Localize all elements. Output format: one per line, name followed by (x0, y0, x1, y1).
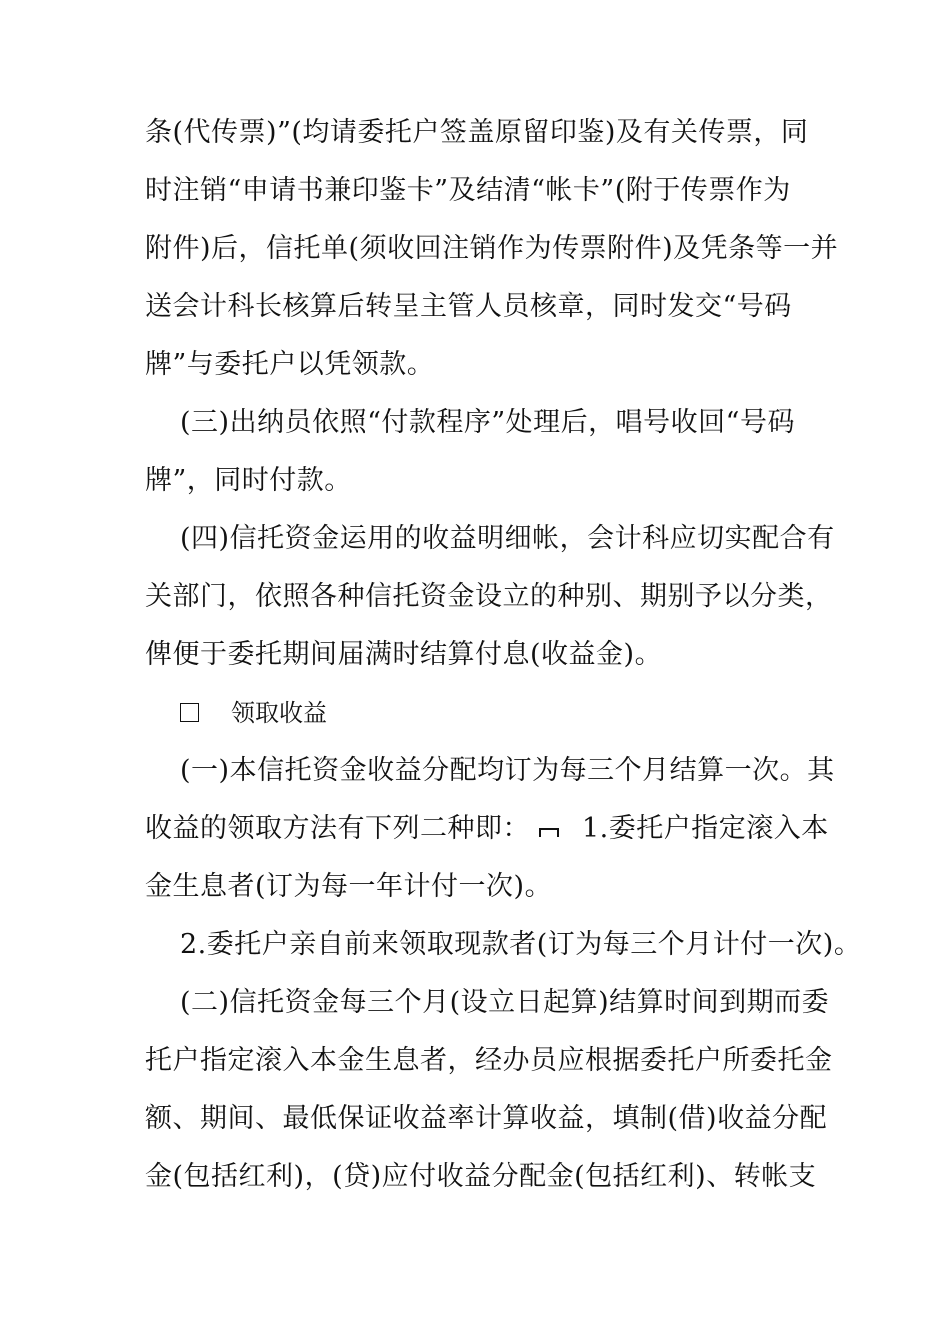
paragraph-line (145, 809, 829, 849)
paragraph-line: 关部门，依照各种信托资金设立的种别、期别予以分类， (145, 581, 833, 612)
paragraph-line: 附件)后，信托单(须收回注销作为传票附件)及凭条等一并 (145, 233, 839, 264)
paragraph-line: 时注销“申请书兼印鉴卡”及结清“帐卡”(附于传票作为 (145, 175, 791, 206)
section-heading (180, 693, 327, 733)
paragraph-line: 牌”与委托户以凭领款。 (145, 349, 435, 380)
section-heading-text: 领取收益 (231, 699, 327, 727)
paragraph-line: 金生息者(订为每一年计付一次)。 (145, 871, 553, 902)
paragraph-line: (二)信托资金每三个月(设立日起算)结算时间到期而委 (180, 987, 830, 1018)
paragraph-line: (三)出纳员依照“付款程序”处理后，唱号收回“号码 (180, 407, 795, 438)
bracket-mark-icon (538, 825, 560, 839)
paragraph-line: (一)本信托资金收益分配均订为每三个月结算一次。其 (180, 755, 835, 786)
paragraph-line: 额、期间、最低保证收益率计算收益，填制(借)收益分配 (145, 1103, 828, 1134)
paragraph-line: 托户指定滚入本金生息者，经办员应根据委托户所委托金 (145, 1045, 833, 1076)
paragraph-text: 1.委托户指定滚入本 (582, 813, 829, 844)
paragraph-line: 俾便于委托期间届满时结算付息(收益金)。 (145, 639, 663, 670)
paragraph-line: 条(代传票)”(均请委托户签盖原留印鉴)及有关传票，同 (145, 117, 809, 148)
paragraph-line: 送会计科长核算后转呈主管人员核章，同时发交“号码 (145, 291, 792, 322)
paragraph-line: 2.委托户亲自前来领取现款者(订为每三个月计付一次)。 (180, 929, 862, 960)
paragraph-line: 牌”，同时付款。 (145, 465, 352, 496)
paragraph-line: (四)信托资金运用的收益明细帐，会计科应切实配合有 (180, 523, 835, 554)
checkbox-square-icon (180, 703, 199, 722)
paragraph-text: 收益的领取方法有下列二种即： (145, 813, 530, 844)
paragraph-line: 金(包括红利)，(贷)应付收益分配金(包括红利)、转帐支 (145, 1161, 817, 1192)
